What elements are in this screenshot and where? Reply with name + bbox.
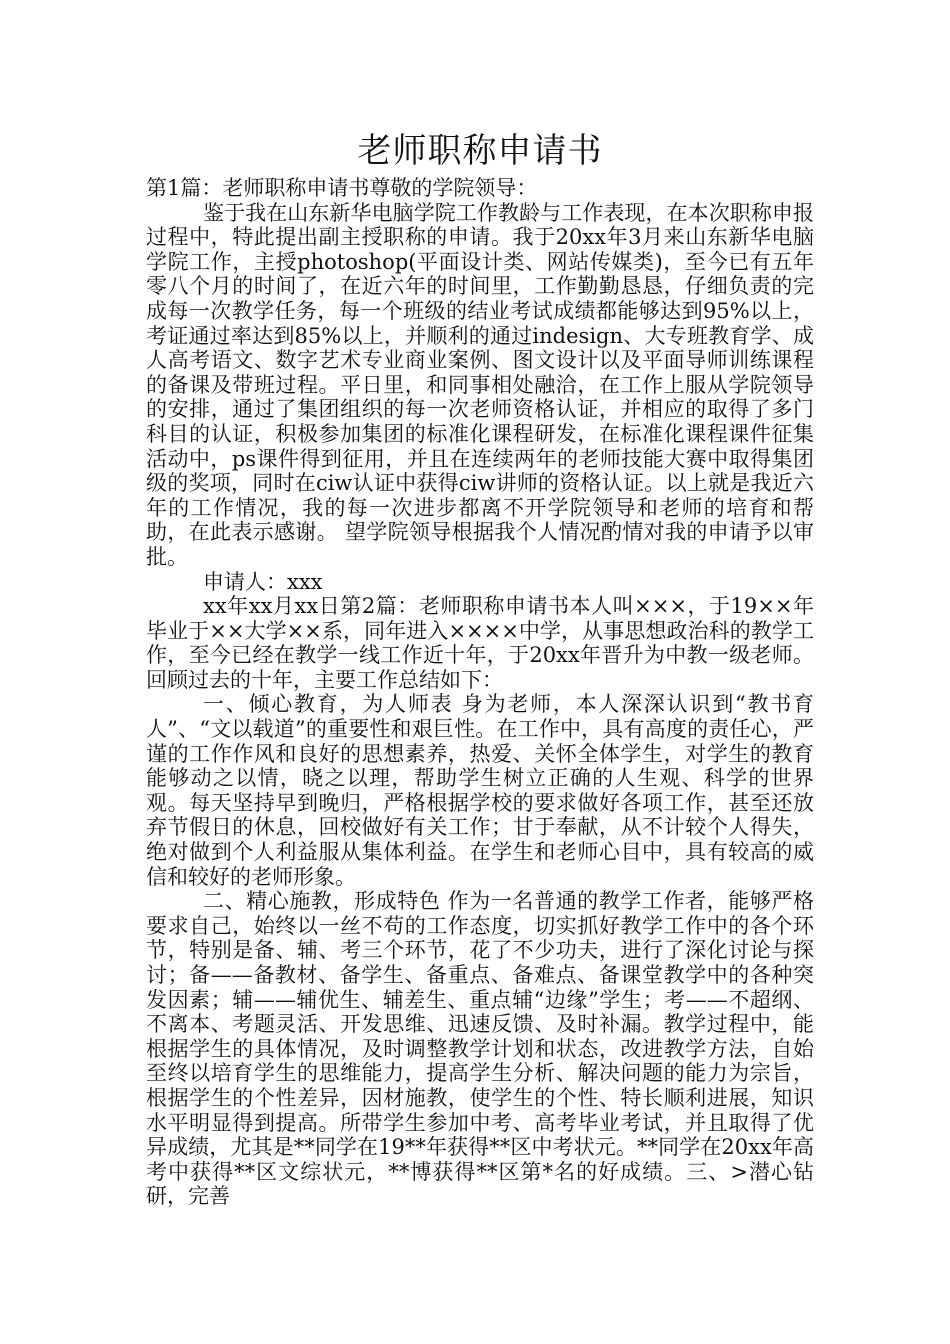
paragraph-body-1: 鉴于我在山东新华电脑学院工作教龄与工作表现，在本次职称申报过程中，特此提出副主授职称的申请。我于20xx年3月来山东新华电脑学院工作，主授photoshop(平面设计类、网站传媒类)，至今已有五年零八个月的时间了，在近六年的时间里，工作勤勤恳恳，仔细负责的完成每一次教学任务，每一个班级的结业考试成绩都能够达到95%以上，考证通过率达到85%以上，并顺利的通过indesign、大专班教育学、成人高考语文、数字艺术专业商业案例、图文设计以及平面导师训练课程的备课及带班过程。平日里，和同事相处融洽，在工作上服从学院领导的安排，通过了集团组织的每一次老师资格认证，并相应的取得了多门科目的认证，积极参加集团的标准化课程研发，在标准化课程课件征集活动中，ps课件得到征用，并且在连续两年的老师技能大赛中取得集团级的奖项，同时在ciw认证中获得ciw讲师的资格认证。以上就是我近六年的工作情况，我的每一次进步都离不开学院领导和老师的培育和帮助，在此表示感谢。 望学院领导根据我个人情况酌情对我的申请予以审批。 [146,200,814,569]
paragraph-section-1: 一、倾心教育，为人师表 身为老师，本人深深认识到“教书育人”、“文以载道”的重要性和艰巨性。在工作中，具有高度的责任心，严谨的工作作风和良好的思想素养，热爱、关怀全体学生，对学生的教育能够动之以情，晓之以理，帮助学生树立正确的人生观、科学的世界观。每天坚持早到晚归，严格根据学校的要求做好各项工作，甚至还放弃节假日的休息，回校做好有关工作；甘于奉献，从不计较个人得失，绝对做到个人利益服从集体利益。在学生和老师心目中，具有较高的威信和较好的老师形象。 [146,692,814,889]
paragraph-heading-1: 第1篇：老师职称申请书尊敬的学院领导： [146,176,538,200]
paragraph-body-2: xx年xx月xx日第2篇：老师职称申请书本人叫×××，于19××年毕业于××大学××系，同年进入××××中学，从事思想政治科的教学工作，至今已经在教学一线工作近十年，于20xx年晋升为中教一级老师。回顾过去的十年，主要工作总结如下： [146,594,814,692]
document-page [146,128,814,1209]
paragraph-applicant: 申请人：xxx [203,569,323,594]
paragraph-section-2: 二、精心施教，形成特色 作为一名普通的教学工作者，能够严格要求自己，始终以一丝不苟的工作态度，切实抓好教学工作中的各个环节，特别是备、辅、考三个环节，花了不少功夫，进行了深化讨论与探讨；备——备教材、备学生、备重点、备难点、备课堂教学中的各种突发因素；辅——辅优生、辅差生、重点辅“边缘”学生；考——不超纲、不离本、考题灵活、开发思维、迅速反馈、及时补漏。教学过程中，能根据学生的具体情况，及时调整教学计划和状态，改进教学方法，自始至终以培育学生的思维能力，提高学生分析、解决问题的能力为宗旨，根据学生的个性差异，因材施教，使学生的个性、特长顺利进展，知识水平明显得到提高。所带学生参加中考、高考毕业考试，并且取得了优异成绩，尤其是**同学在19**年获得**区中考状元。**同学在20xx年高考中获得**区文综状元，**博获得**区第*名的好成绩。三、>潜心钻研，完善 [146,889,814,1209]
document-title: 老师职称申请书 [357,131,603,171]
